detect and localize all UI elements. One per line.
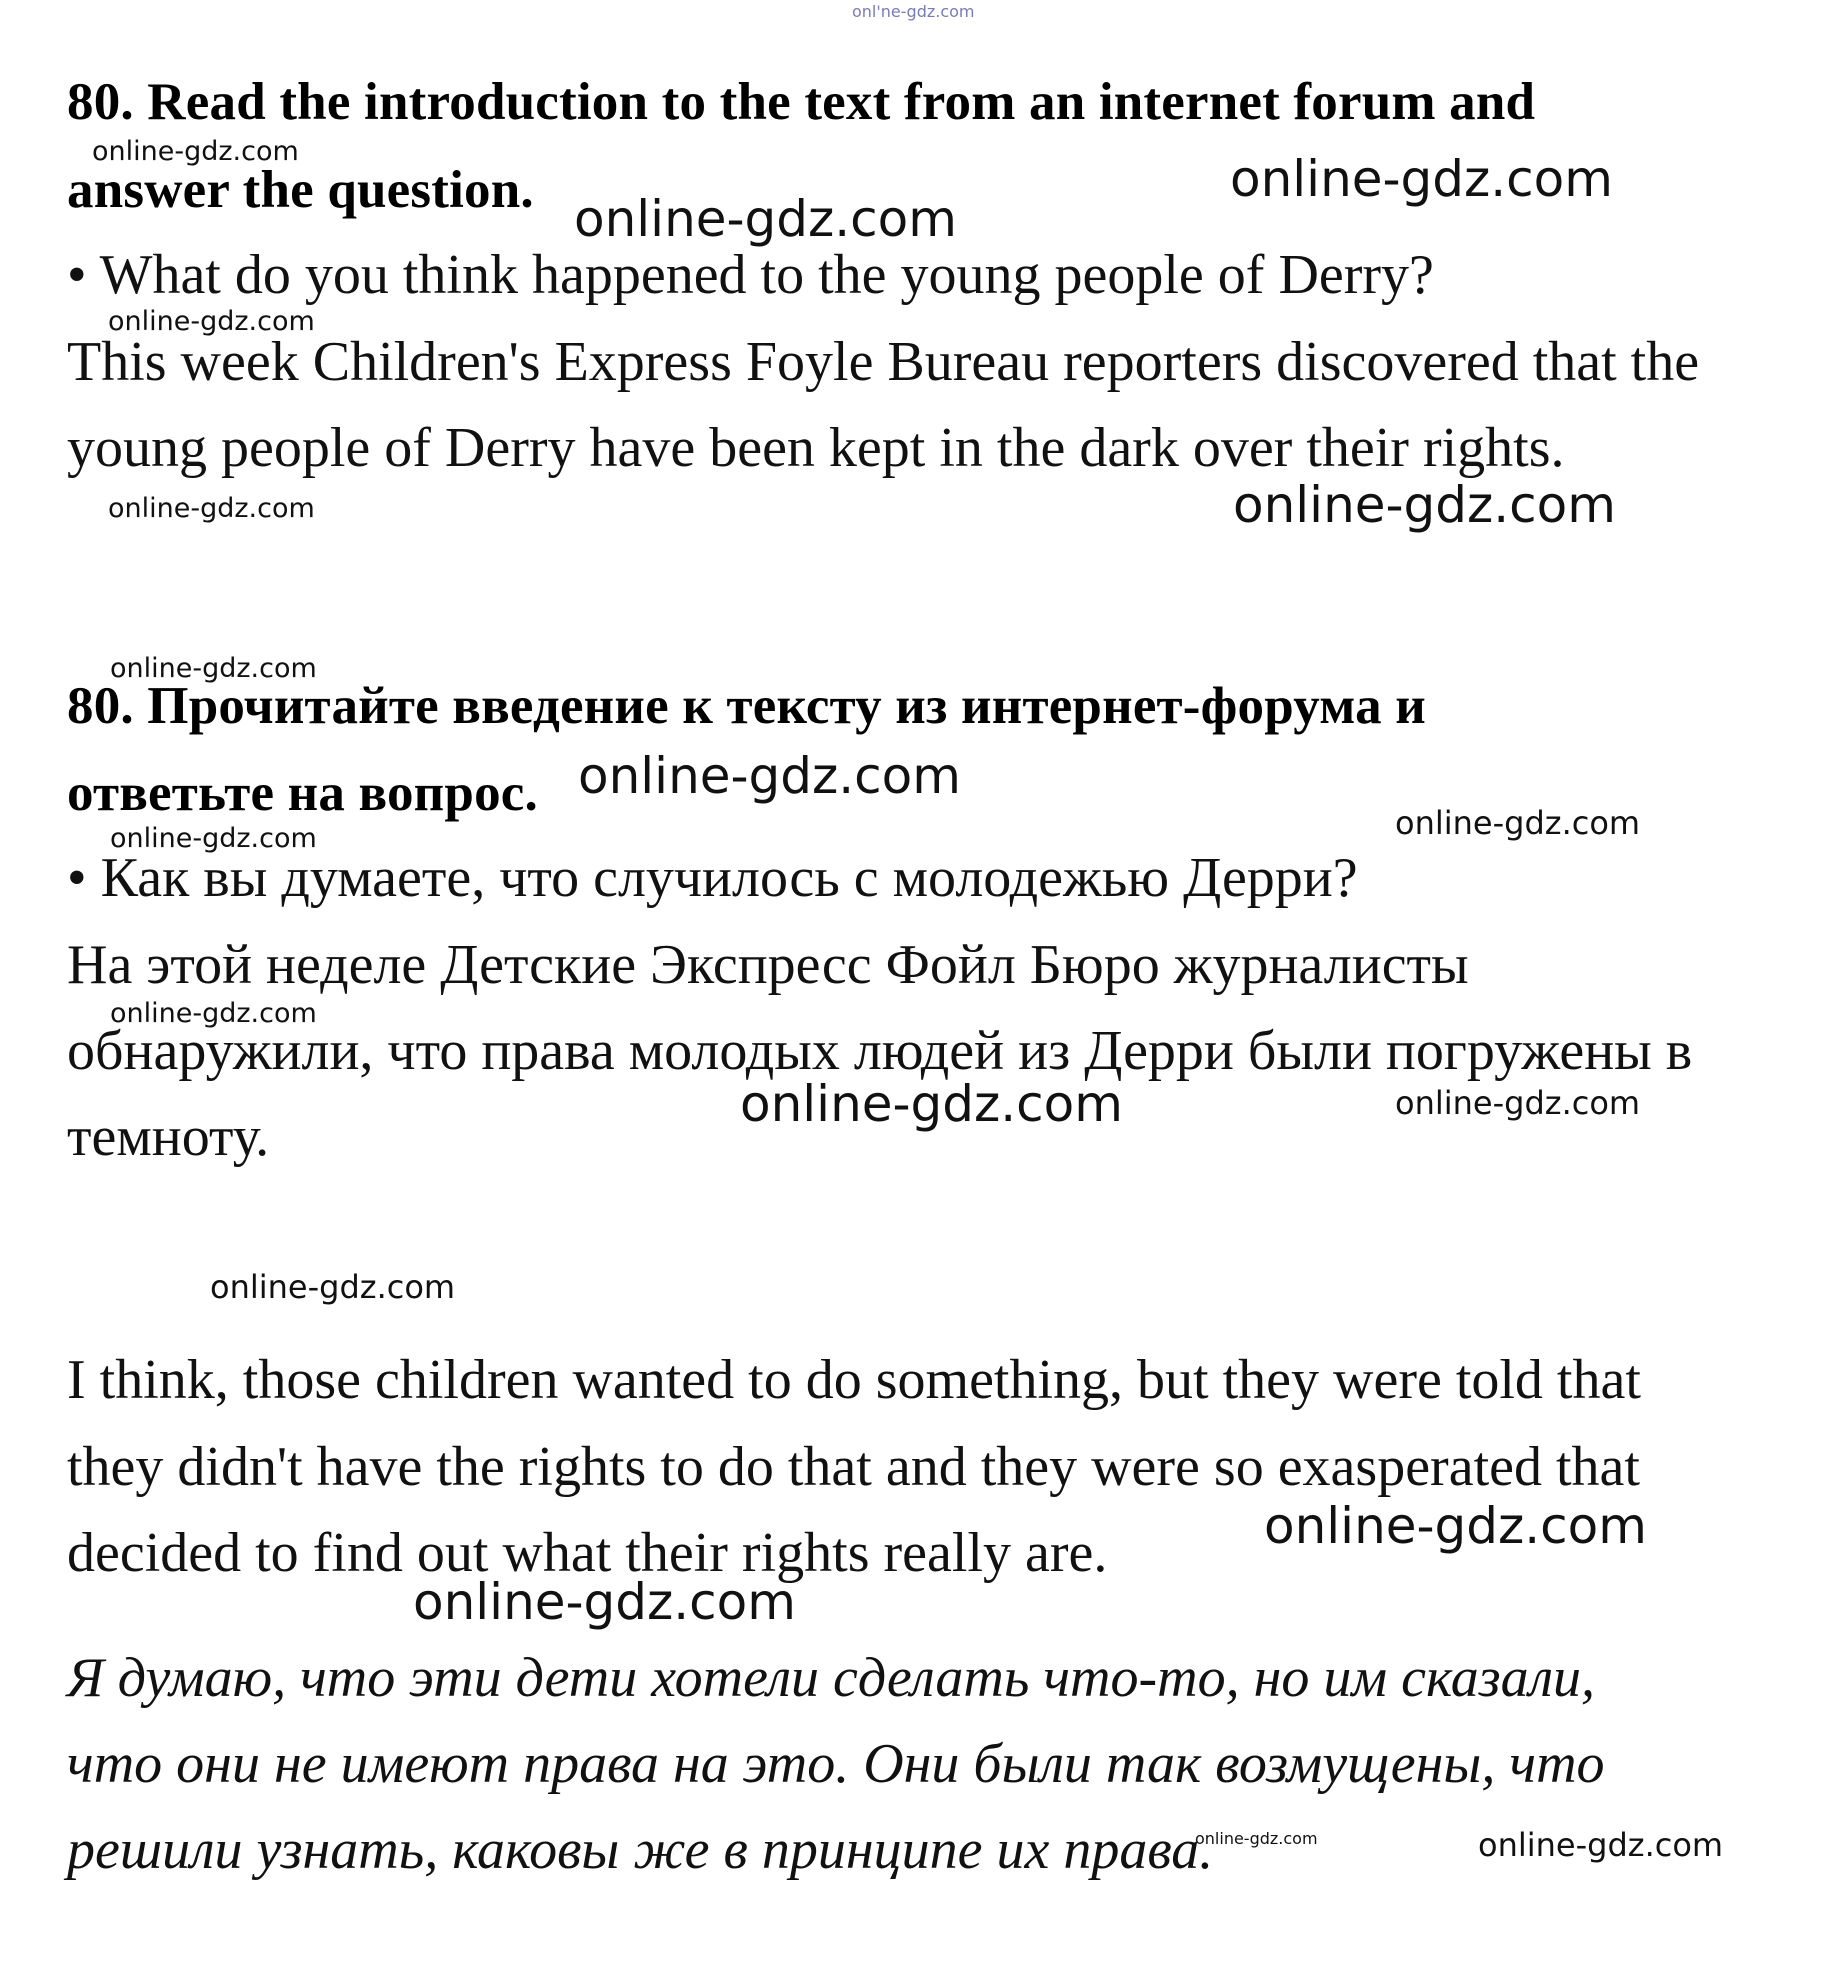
watermark: online-gdz.com xyxy=(1395,1084,1641,1122)
answer-en-line1: I think, those children wanted to do something, but they were told that xyxy=(67,1349,1641,1411)
watermark: online-gdz.com xyxy=(1195,1829,1318,1848)
watermark: online-gdz.com xyxy=(578,747,961,805)
answer-ru-line2: что они не имеют права на это. Они были так возмущены, что xyxy=(67,1733,1605,1795)
task-heading-en-line2: answer the question. xyxy=(67,161,534,219)
task-intro-en-line1: This week Children's Express Foyle Bureau reporters discovered that the xyxy=(67,331,1700,393)
watermark: online-gdz.com xyxy=(413,1573,796,1631)
answer-en-line2: they didn't have the rights to do that and they were so exasperated that xyxy=(67,1436,1640,1498)
watermark: online-gdz.com xyxy=(108,493,315,524)
task-heading-en-line1: 80. Read the introduction to the text from an internet forum and xyxy=(67,73,1536,131)
task-question-ru: • Как вы думаете, что случилось с молодежью Дерри? xyxy=(67,847,1358,909)
watermark: online-gdz.com xyxy=(110,998,317,1029)
watermark: online-gdz.com xyxy=(210,1268,456,1306)
watermark: online-gdz.com xyxy=(1264,1497,1647,1555)
watermark: online-gdz.com xyxy=(92,136,299,167)
task-heading-ru-line1: 80. Прочитайте введение к тексту из интернет-форума и xyxy=(67,677,1427,735)
watermark-top: onl'ne-gdz.com xyxy=(852,2,975,21)
task-intro-ru-line3: темноту. xyxy=(67,1106,270,1168)
task-intro-ru-line1: На этой неделе Детские Экспресс Фойл Бюро журналисты xyxy=(67,934,1469,996)
watermark: online-gdz.com xyxy=(574,190,957,248)
answer-en-line3: decided to find out what their rights really are. xyxy=(67,1522,1108,1584)
task-intro-en-line2: young people of Derry have been kept in the dark over their rights. xyxy=(67,417,1565,479)
task-question-en: • What do you think happened to the young people of Derry? xyxy=(67,244,1434,306)
watermark: online-gdz.com xyxy=(1233,476,1616,534)
answer-ru-line1: Я думаю, что эти дети хотели сделать что-то, но им сказали, xyxy=(67,1647,1596,1709)
watermark: online-gdz.com xyxy=(110,823,317,854)
watermark: online-gdz.com xyxy=(740,1075,1123,1133)
watermark: online-gdz.com xyxy=(1395,804,1641,842)
answer-ru-line3: решили узнать, каковы же в принципе их права. xyxy=(67,1819,1214,1881)
watermark: online-gdz.com xyxy=(110,653,317,684)
watermark: online-gdz.com xyxy=(1478,1826,1724,1864)
watermark: online-gdz.com xyxy=(1230,150,1613,208)
task-intro-ru-line2: обнаружили, что права молодых людей из Дерри были погружены в xyxy=(67,1020,1693,1082)
task-heading-ru-line2: ответьте на вопрос. xyxy=(67,764,538,822)
watermark: online-gdz.com xyxy=(108,306,315,337)
